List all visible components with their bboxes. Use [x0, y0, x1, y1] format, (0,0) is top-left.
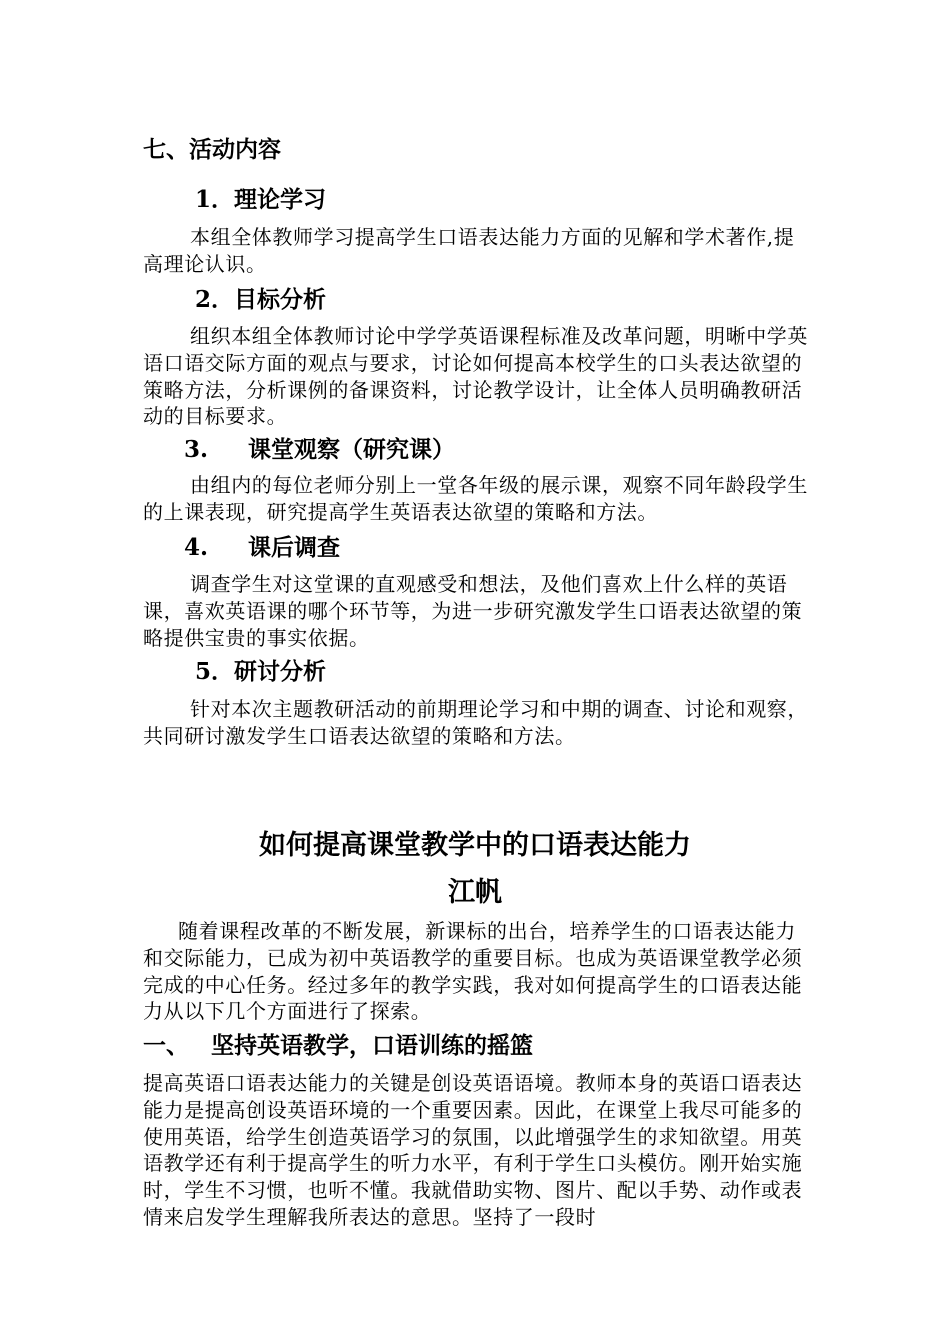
- item-heading-1: [195, 186, 326, 214]
- item-title: 理论学习: [234, 186, 327, 213]
- item-heading-3: [184, 436, 455, 464]
- article-section-body: 提高英语口语表达能力的关键是创设英语语境。教师本身的英语口语表达能力是提高创设英语环境的一个重要因素。因此，在课堂上我尽可能多的使用英语，给学生创造英语学习的氛围，以此增强学生的求知欲望。用英语教学还有利于提高学生的听力水平，有利于学生口头模仿。刚开始实施时，学生不习惯，也听不懂。我就借助实物、图片、配以手势、动作或表情来启发学生理解我所表达的意思。坚持了一段时: [143, 1071, 803, 1229]
- section-title: 坚持英语教学，口语训练的摇篮: [211, 1032, 533, 1059]
- item-number: 5．: [195, 658, 235, 685]
- item-title: 课堂观察（研究课）: [248, 436, 455, 463]
- article-section-heading: [143, 1032, 533, 1060]
- item-title: 研讨分析: [234, 658, 327, 685]
- item-title: 目标分析: [234, 286, 327, 313]
- article-author: 江帆: [448, 877, 502, 908]
- item-heading-2: [195, 286, 326, 314]
- article-intro: 随着课程改革的不断发展，新课标的出台，培养学生的口语表达能力和交际能力，已成为初中英语教学的重要目标。也成为英语课堂教学必须完成的中心任务。经过多年的教学实践，我对如何提高学生的口语表达能力从以下几个方面进行了探索。: [143, 919, 803, 1024]
- section-number: 一、: [143, 1032, 189, 1059]
- item-heading-5: [195, 658, 326, 686]
- item-number: 1．: [195, 186, 235, 213]
- item-title: 课后调查: [248, 534, 340, 561]
- item-body-4: 调查学生对这堂课的直观感受和想法，及他们喜欢上什么样的英语课，喜欢英语课的哪个环节等，为进一步研究激发学生口语表达欲望的策略提供宝贵的事实依据。: [143, 572, 803, 650]
- item-heading-4: [184, 534, 340, 562]
- item-body-5: 针对本次主题教研活动的前期理论学习和中期的调查、讨论和观察，共同研讨激发学生口语表达欲望的策略和方法。: [143, 697, 808, 748]
- item-number: 3.: [184, 436, 209, 463]
- section-heading: 七、活动内容: [143, 136, 281, 163]
- item-number: 2．: [195, 286, 235, 313]
- item-number: 4.: [184, 534, 209, 561]
- item-body-1: 本组全体教师学习提高学生口语表达能力方面的见解和学术著作,提高理论认识。: [143, 225, 795, 276]
- item-body-3: 由组内的每位老师分别上一堂各年级的展示课，观察不同年龄段学生的上课表现，研究提高学生英语表达欲望的策略和方法。: [143, 473, 808, 524]
- article-title: 如何提高课堂教学中的口语表达能力: [259, 830, 691, 861]
- item-body-2: 组织本组全体教师讨论中学学英语课程标准及改革问题，明晰中学英语口语交际方面的观点与要求，讨论如何提高本校学生的口头表达欲望的策略方法，分析课例的备课资料，讨论教学设计，让全体人员明确教研活动的目标要求。: [143, 324, 808, 429]
